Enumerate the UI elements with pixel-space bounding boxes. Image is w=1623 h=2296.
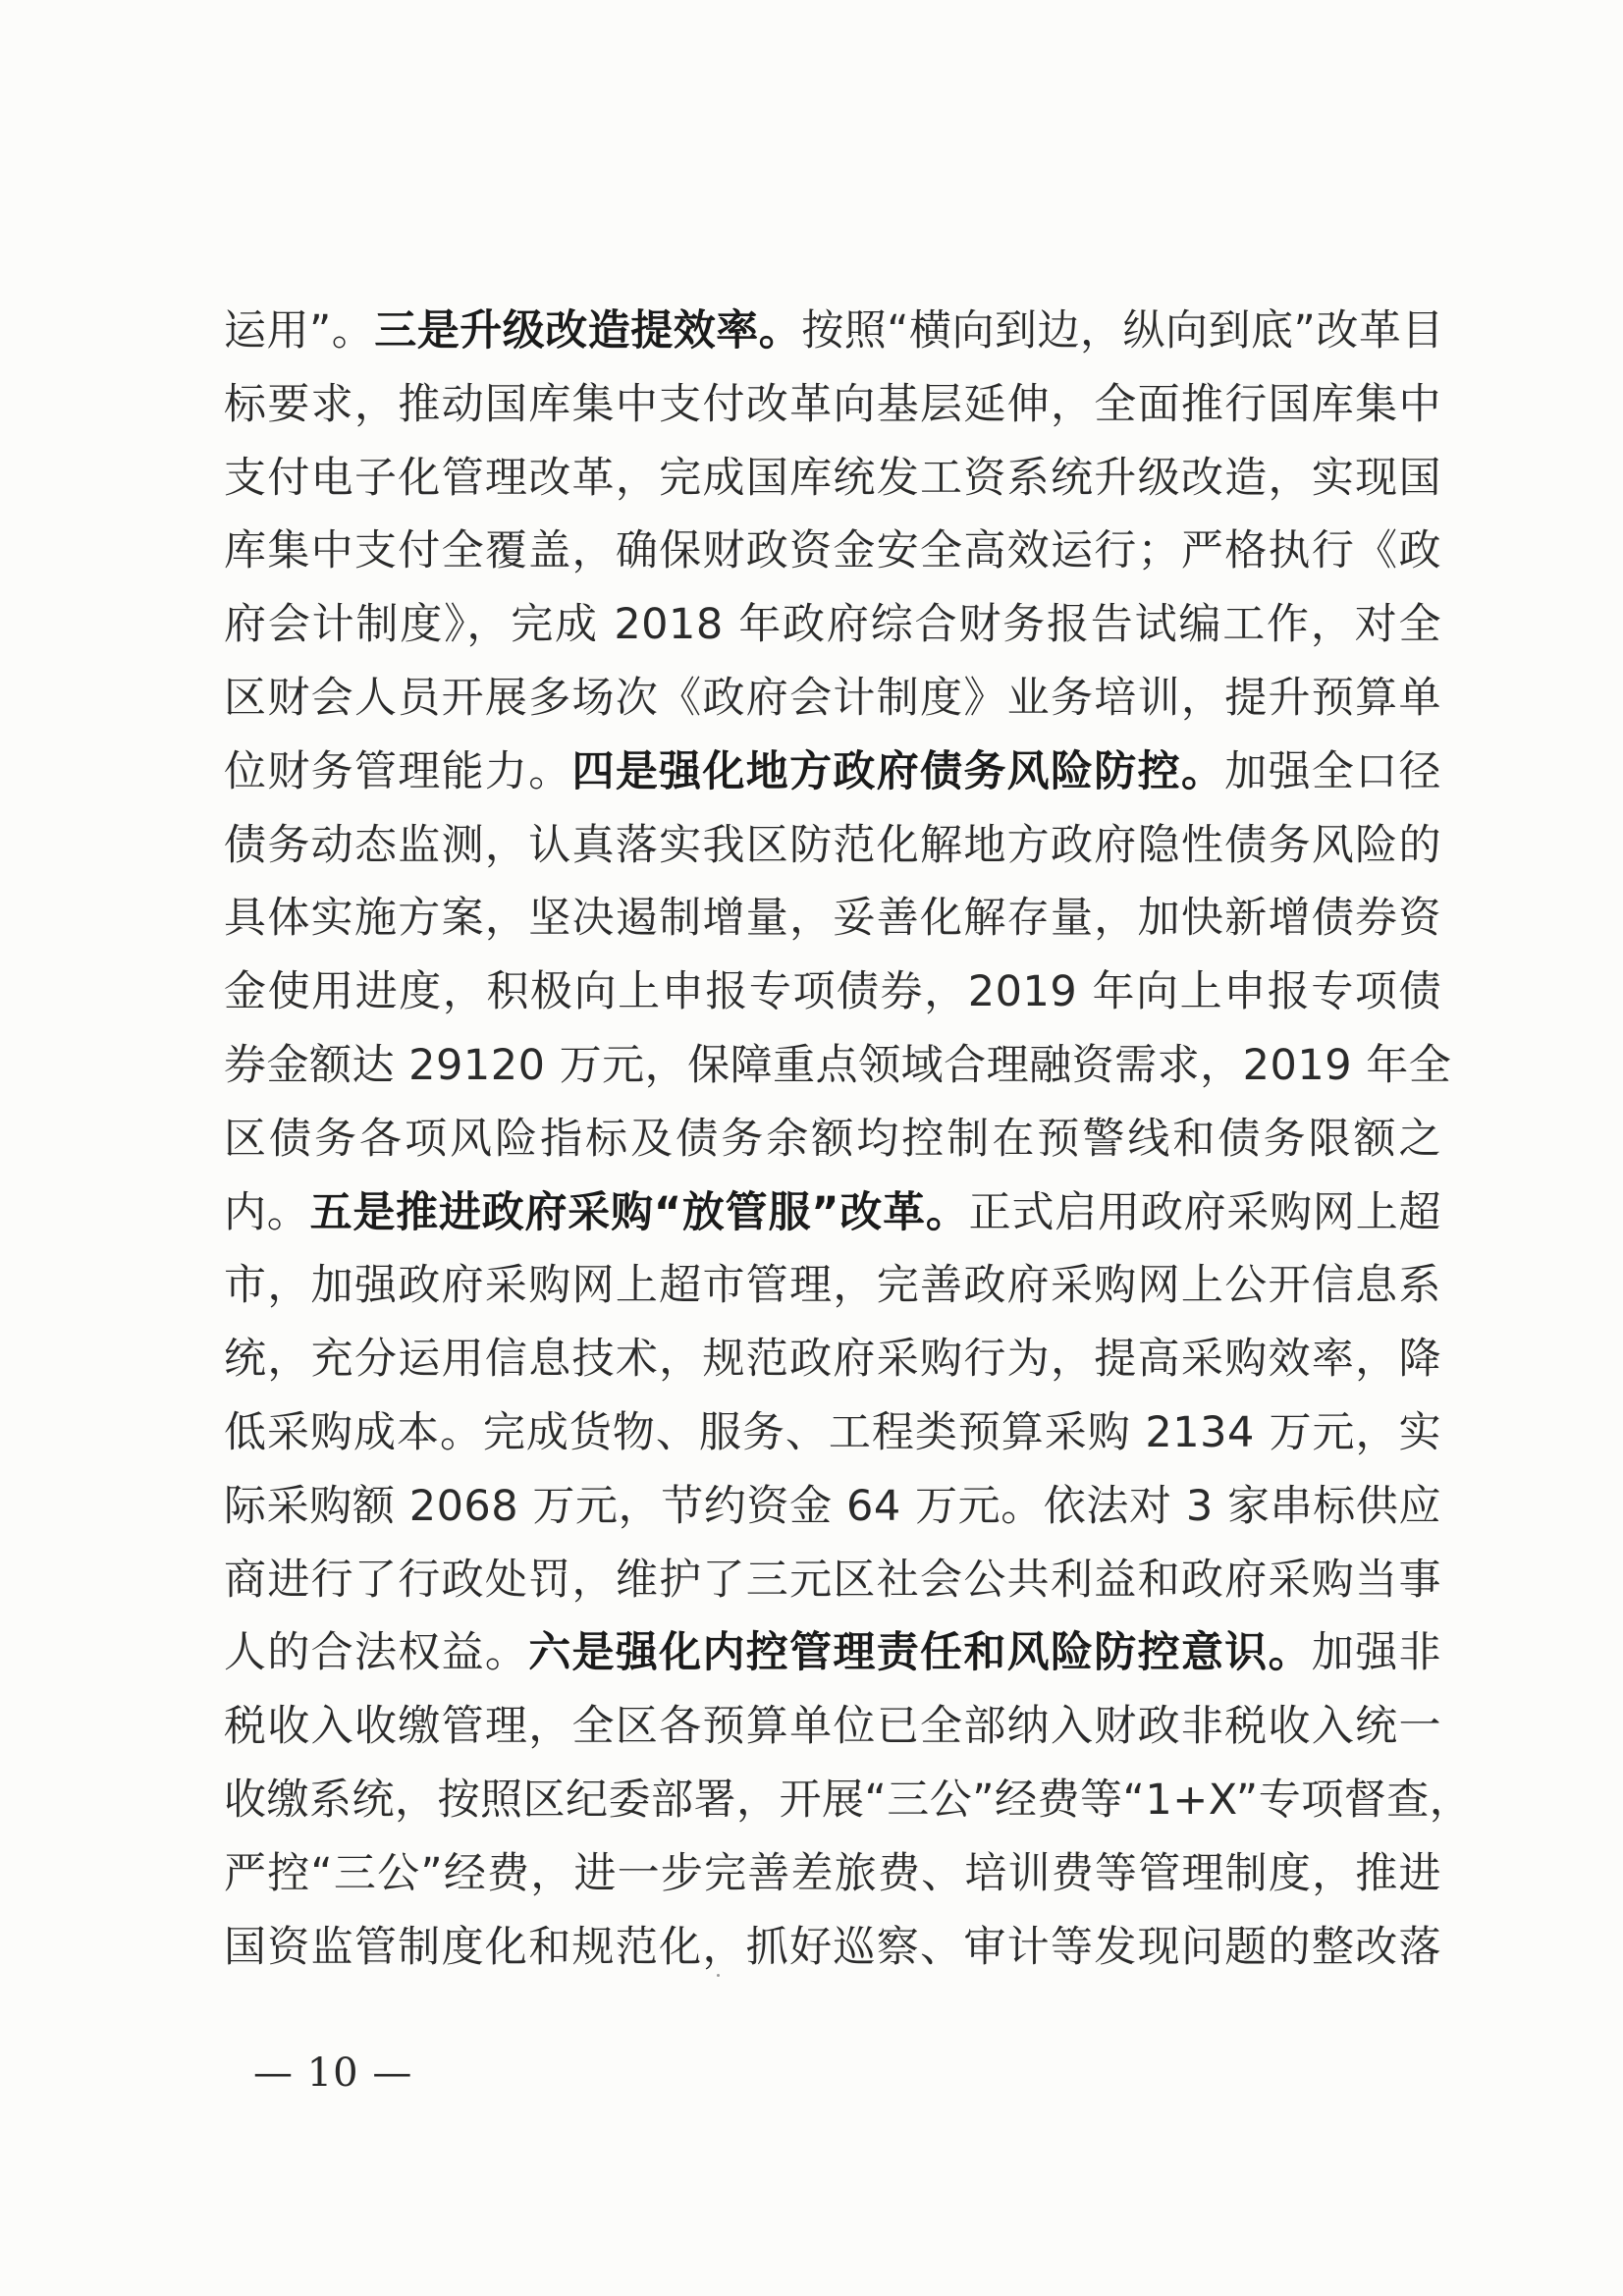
text-line: [224, 1103, 1441, 1176]
text-run: 正式启用政府采购网上超: [968, 1187, 1442, 1237]
text-run: 严控“三公”经费，进一步完善差旅费、培训费等管理制度，推进: [224, 1848, 1441, 1898]
text-run: 具体实施方案，坚决遏制增量，妥善化解存量，加快新增债券资: [224, 894, 1441, 944]
text-line: [224, 1616, 1441, 1690]
text-run: 国资监管制度化和规范化，抓好巡察、审计等发现问题的整改落: [224, 1922, 1441, 1972]
text-run: 区财会人员开展多场次《政府会计制度》业务培训，提升预算单: [224, 673, 1441, 723]
text-run: 运用”。: [224, 306, 375, 355]
text-run: 区债务各项风险指标及债务余额均控制在预警线和债务限额之: [224, 1114, 1441, 1164]
text-line: [224, 662, 1441, 736]
text-run: 标要求，推动国库集中支付改革向基层延伸，全面推行国库集中: [224, 379, 1441, 429]
text-run: 支付电子化管理改革，完成国库统发工资系统升级改造，实现国: [224, 453, 1441, 503]
text-line: [224, 1837, 1441, 1911]
bold-heading-run: 五是推进政府采购“放管服”改革。: [309, 1187, 969, 1237]
text-run: 金使用进度，积极向上申报专项债券，2019 年向上申报专项债: [224, 967, 1441, 1017]
text-run: 按照“横向到边，纵向到底”改革目: [801, 306, 1444, 355]
text-run: 收缴系统，按照区纪委部署，开展“三公”经费等“1+X”专项督查，: [224, 1775, 1473, 1825]
text-run: 位财务管理能力。: [224, 746, 572, 796]
text-line: [224, 1764, 1473, 1837]
text-line: [224, 882, 1441, 956]
text-line: [224, 1690, 1441, 1764]
scan-speck: [717, 1974, 720, 1977]
text-line: [224, 809, 1441, 883]
text-line: [224, 1544, 1441, 1617]
text-run: 低采购成本。完成货物、服务、工程类预算采购 2134 万元，实: [224, 1407, 1441, 1457]
text-run: 统，充分运用信息技术，规范政府采购行为，提高采购效率，降: [224, 1335, 1441, 1385]
bold-heading-run: 四是强化地方政府债务风险防控。: [571, 746, 1225, 796]
text-line: [224, 442, 1441, 516]
text-line: [224, 295, 1444, 368]
text-run: 商进行了行政处罚，维护了三元区社会公共利益和政府采购当事: [224, 1555, 1441, 1605]
text-run: 府会计制度》，完成 2018 年政府综合财务报告试编工作，对全: [224, 600, 1441, 650]
text-run: 内。: [224, 1187, 310, 1237]
text-line: [224, 1176, 1441, 1250]
text-run: 债务动态监测，认真落实我区防范化解地方政府隐性债务风险的: [224, 820, 1441, 870]
bold-heading-run: 六是强化内控管理责任和风险防控意识。: [528, 1628, 1312, 1678]
text-line: [224, 956, 1441, 1029]
text-line: [224, 1323, 1441, 1396]
text-run: 际采购额 2068 万元，节约资金 64 万元。依法对 3 家串标供应: [224, 1481, 1441, 1531]
text-line: [224, 736, 1441, 809]
text-run: 市，加强政府采购网上超市管理，完善政府采购网上公开信息系: [224, 1261, 1441, 1311]
text-line: [224, 588, 1441, 662]
text-run: 加强非: [1311, 1628, 1442, 1678]
text-line: [224, 1249, 1441, 1323]
text-line: [224, 1396, 1441, 1470]
text-line: [224, 368, 1441, 442]
text-run: 券金额达 29120 万元，保障重点领域合理融资需求，2019 年全: [224, 1040, 1452, 1090]
body-paragraph: [224, 295, 1473, 1984]
page-number: — 10 —: [253, 2050, 413, 2096]
text-line: [224, 1029, 1452, 1103]
text-run: 税收入收缴管理，全区各预算单位已全部纳入财政非税收入统一: [224, 1702, 1441, 1752]
text-line: [224, 1470, 1441, 1544]
bold-heading-run: 三是升级改造提效率。: [374, 306, 802, 355]
text-run: 加强全口径: [1224, 746, 1442, 796]
text-line: [224, 1911, 1441, 1985]
text-run: 库集中支付全覆盖，确保财政资金安全高效运行；严格执行《政: [224, 526, 1441, 576]
text-run: 人的合法权益。: [224, 1628, 529, 1678]
text-line: [224, 515, 1441, 588]
